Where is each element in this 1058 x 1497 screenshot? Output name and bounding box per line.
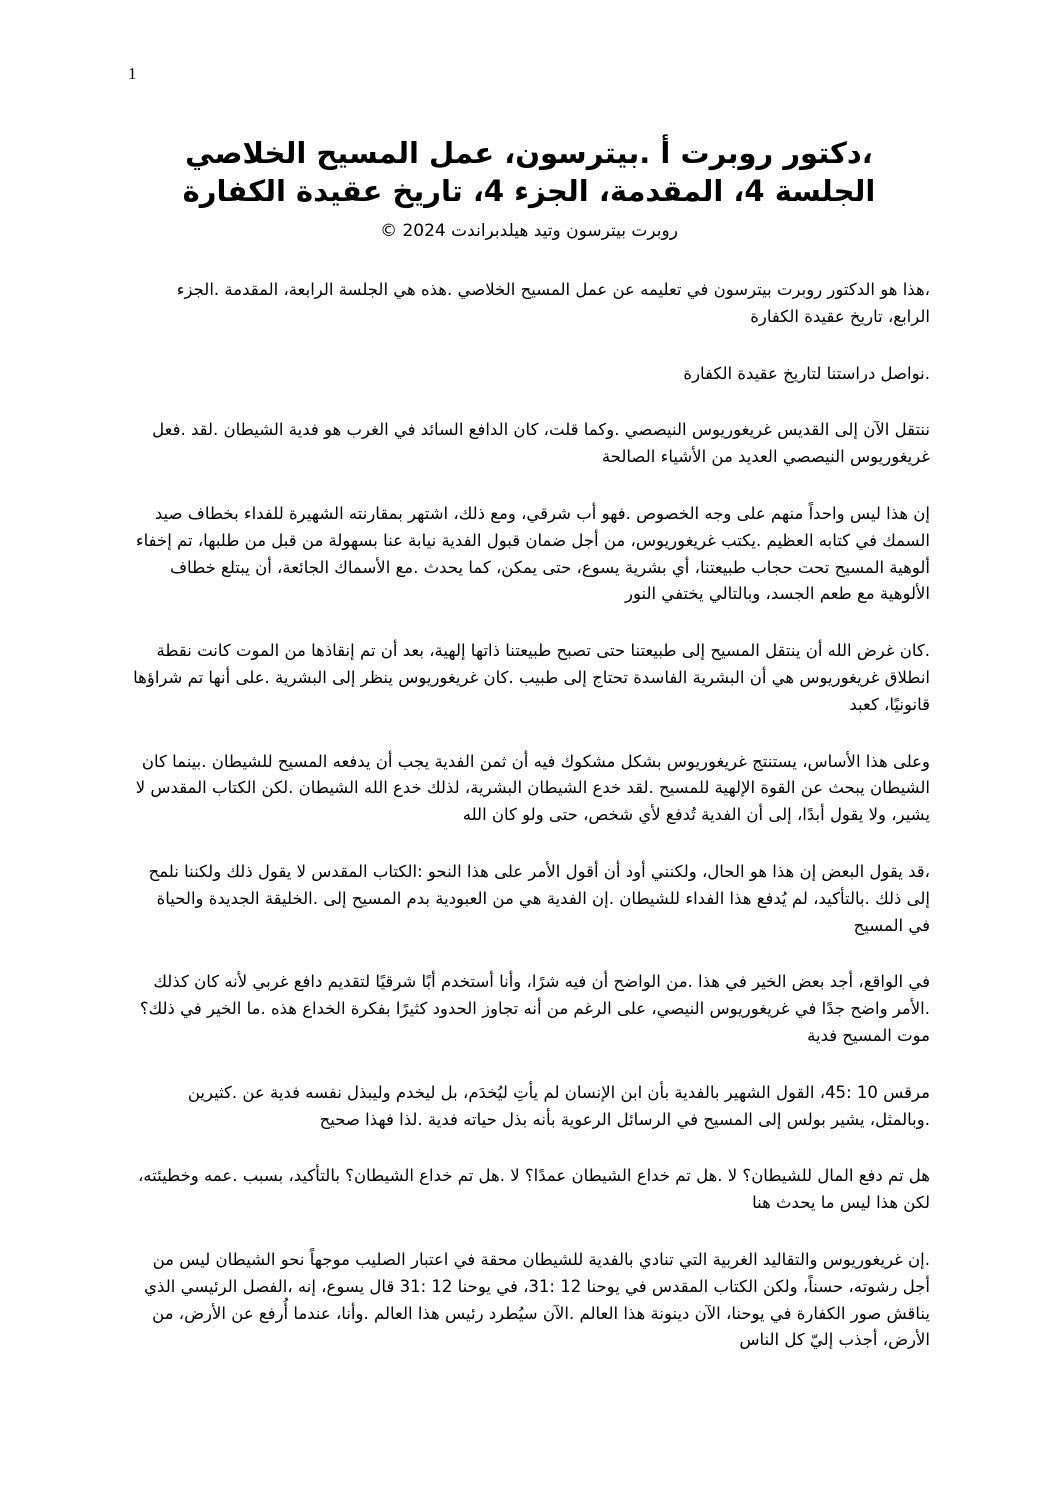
document-title bbox=[130, 134, 928, 210]
paragraph-10: هل تم دفع المال للشيطان؟ لا .هل تم خداع الشيطان عمدًا؟ لا .هل تم خداع الشيطان؟ بالتأكيد، بسبب .عمه وخطيئته، لكن هذا ليس ما يحدث هنا bbox=[137, 1166, 930, 1213]
paragraph-11: .إن غريغوريوس والتقاليد الغربية التي تنادي بالفدية للشيطان محقة في اعتبار الصليب موجهاً نحو الشيطان ليس من أجل رشوته، حسناً، ولكن الكتاب المقدس في يوحنا 12 :31، في يوحنا 12 :31 قال يسوع، إنه ،الفصل الرئيسي الذي يناقش صور الكفارة في يوحنا، الآن دينونة هذا العالم .الآن سيُطرد رئيس هذا العالم .وأنا، عندما أُرفع عن الأرض، من الأرض، أجذب إليّ كل الناس bbox=[144, 1249, 930, 1350]
page-number: 1 bbox=[128, 64, 137, 83]
paragraph-3: ننتقل الآن إلى القديس غريغوريوس النيصصي .وكما قلت، كان الدافع السائد في الغرب هو فدية الشيطان .لقد .فعل غريغوريوس النيصصي العديد من الأشياء الصالحة bbox=[152, 420, 930, 467]
copyright-line: روبرت بيترسون وتيد هيلدبراندت 2024 © bbox=[380, 221, 678, 241]
title-line-2: الجلسة 4، المقدمة، الجزء 4، تاريخ عقيدة الكفارة bbox=[182, 174, 876, 208]
paragraph-7: ،قد يقول البعض إن هذا هو الحال، ولكنني أود أن أقول الأمر على هذا النحو :الكتاب المقدس لا يقول ذلك ولكننا نلمح إلى ذلك .بالتأكيد، لم يُدفع هذا الفداء للشيطان .إن الفدية هي من العبودية بدم المسيح إلى .الخليقة الجديدة والحياة في المسيح bbox=[148, 861, 930, 935]
paragraph-4: إن هذا ليس واحداً منهم على وجه الخصوص .فهو أب شرقي، ومع ذلك، اشتهر بمقارنته الشهيرة للفداء بخطاف صيد السمك في كتابه العظيم .يكتب غريغوريوس، من أجل ضمان قبول الفدية نيابة عنا بسهولة من قبل من طلبها، تم إخفاء ألوهية المسيح تحت حجاب طبيعتنا، أي بشرية يسوع، حتى يمكن، كما يحدث .مع الأسماك الجائعة، أن يبتلع خطاف الألوهية مع طعم الجسد، وبالتالي يختفي النور bbox=[135, 503, 930, 604]
paragraph-5: .كان غرض الله أن ينتقل المسيح إلى طبيعتنا حتى تصبح طبيعتنا ذاتها إلهية، بعد أن تم إنقاذها من الموت كانت نقطة انطلاق غريغوريوس هي أن البشرية الفاسدة تحتاج إلى طبيب .كان غريغوريوس ينظر إلى البشرية .على أنها تم شراؤها قانونيًا، كعبد bbox=[133, 641, 930, 714]
paragraph-9: مرقس 10 :45، القول الشهير بالفدية بأن ابن الإنسان لم يأتِ ليُخدَم، بل ليخدم وليبذل نفسه فدية عن .كثيرين .وبالمثل، يشير بولس إلى المسيح في الرسائل الرعوية بأنه بذل حياته فدية .لذا فهذا صحيح bbox=[187, 1082, 930, 1129]
paragraph-1: ،هذا هو الدكتور روبرت بيترسون في تعليمه عن عمل المسيح الخلاصي .هذه هي الجلسة الرابعة، المقدمة .الجزء الرابع، تاريخ عقيدة الكفارة bbox=[176, 280, 930, 326]
paragraph-8: في الواقع، أجد بعض الخير في هذا .من الواضح أن فيه شرًا، وأنا أستخدم أبًا شرقيًا لتقديم دافع غربي لأنه كان كذلك .الأمر واضح جدًا في غريغوريوس النيصي، على الرغم من أنه تجاوز الحدود كثيرًا بفكرة الخداع هذه .ما الخير في ذلك؟ موت المسيح فدية bbox=[139, 972, 930, 1045]
paragraph-2: .نواصل دراستنا لتاريخ عقيدة الكفارة bbox=[683, 363, 930, 383]
title-line-1: ،دكتور روبرت أ .بيترسون، عمل المسيح الخلاصي bbox=[185, 136, 873, 170]
document-body bbox=[132, 277, 930, 1384]
paragraph-6: وعلى هذا الأساس، يستنتج غريغوريوس بشكل مشكوك فيه أن ثمن الفدية يجب أن يدفعه المسيح للشيطان .بينما كان الشيطان يبحث عن القوة الإلهية للمسيح .لقد خدع الشيطان البشرية، لذلك خدع الله الشيطان .لكن الكتاب المقدس لا يشير، ولا يقول أبدًا، إلى أن الفدية تُدفع لأي شخص، حتى ولو كان الله bbox=[135, 751, 930, 825]
